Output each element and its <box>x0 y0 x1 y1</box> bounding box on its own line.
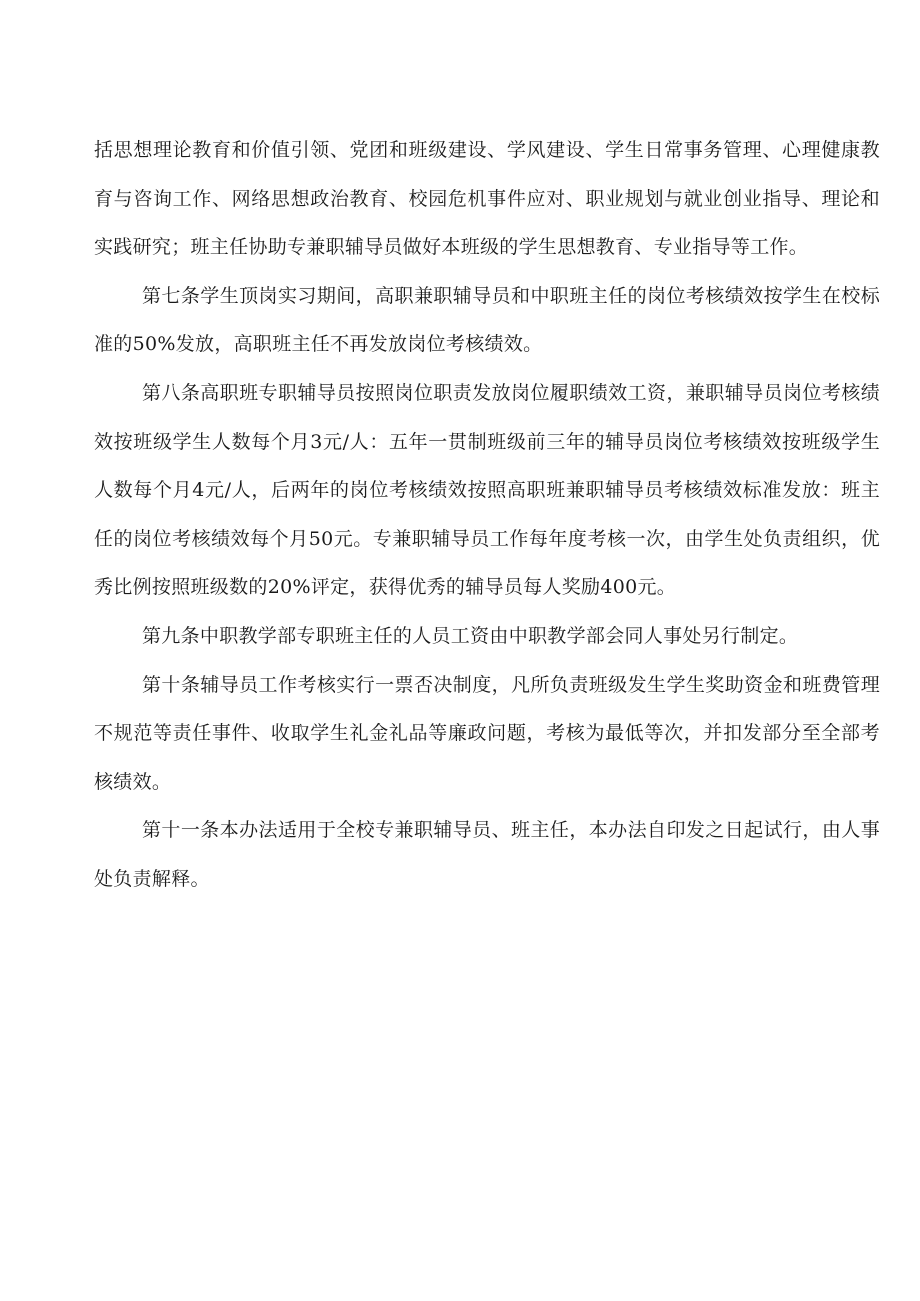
article-10-paragraph: 第十条辅导员工作考核实行一票否决制度，凡所负责班级发生学生奖助资金和班费管理不规范等责任事件、收取学生礼金礼品等廉政问题，考核为最低等次，并扣发部分至全部考核绩效。 <box>94 673 880 793</box>
paragraph-continuation: 括思想理论教育和价值引领、党团和班级建设、学风建设、学生日常事务管理、心理健康教育与咨询工作、网络思想政治教育、校园危机事件应对、职业规划与就业创业指导、理论和实践研究；班主任协助专兼职辅导员做好本班级的学生思想教育、专业指导等工作。 <box>94 139 880 259</box>
article-9-paragraph: 第九条中职教学部专职班主任的人员工资由中职教学部会同人事处另行制定。 <box>142 624 799 647</box>
article-11-paragraph: 第十一条本办法适用于全校专兼职辅导员、班主任，本办法自印发之日起试行，由人事处负责解释。 <box>94 819 880 890</box>
article-7-paragraph: 第七条学生顶岗实习期间，高职兼职辅导员和中职班主任的岗位考核绩效按学生在校标准的50%发放，高职班主任不再发放岗位考核绩效。 <box>94 284 880 356</box>
article-8-paragraph: 第八条高职班专职辅导员按照岗位职责发放岗位履职绩效工资，兼职辅导员岗位考核绩效按班级学生人数每个月3元/人：五年一贯制班级前三年的辅导员岗位考核绩效按班级学生人数每个月4元/人，后两年的岗位考核绩效按照高职班兼职辅导员考核绩效标准发放：班主任的岗位考核绩效每个月50元。专兼职辅导员工作每年度考核一次，由学生处负责组织，优秀比例按照班级数的20%评定，获得优秀的辅导员每人奖励400元。 <box>94 381 880 599</box>
document-body <box>94 126 880 904</box>
